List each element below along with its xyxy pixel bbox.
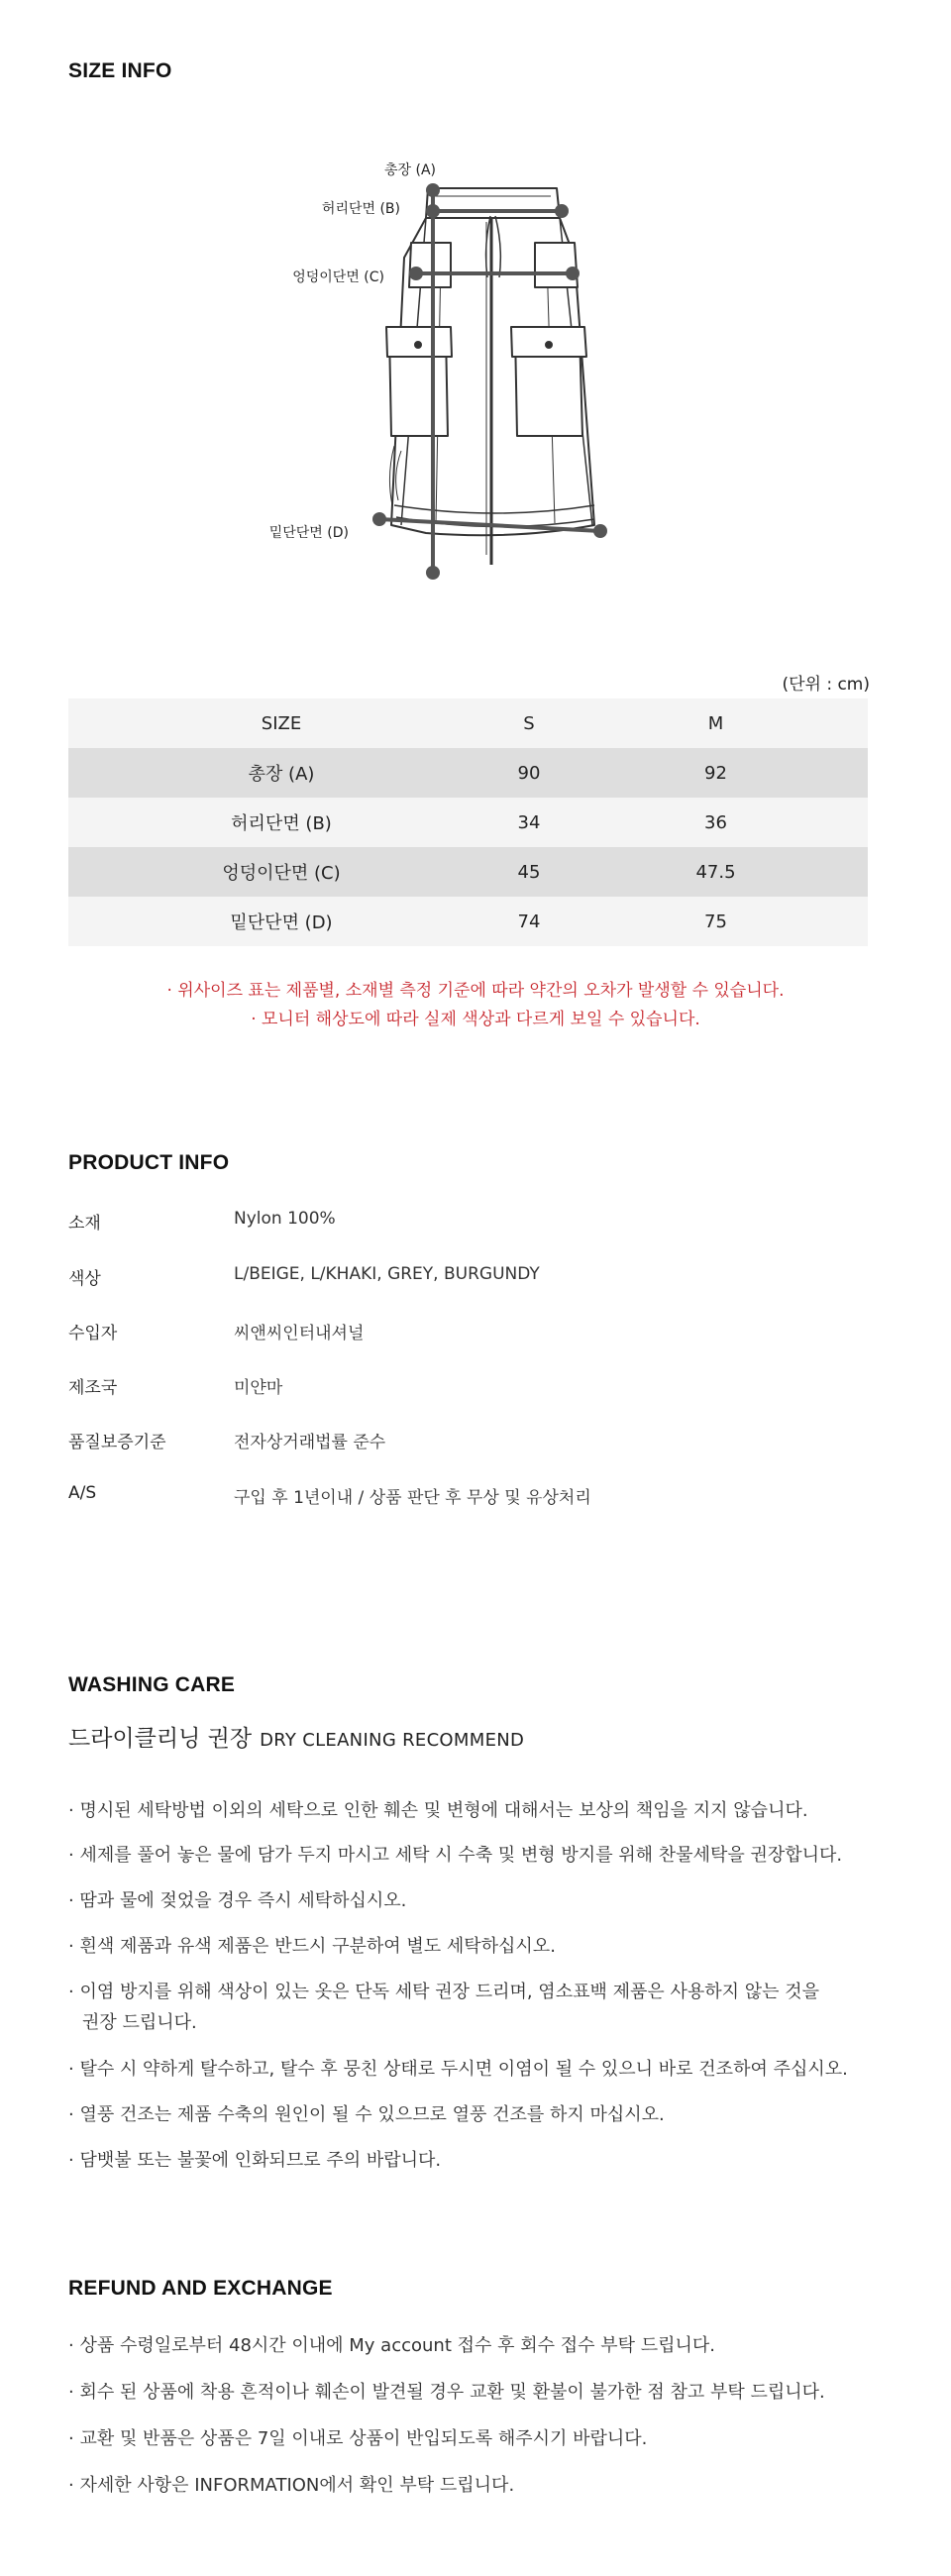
size-note-1: · 위사이즈 표는 제품별, 소재별 측정 기준에 따라 약간의 오차가 발생할 수 있습니다.	[166, 981, 785, 1001]
refund-item: · 교환 및 반품은 상품은 7일 이내로 상품이 반입되도록 해주시기 바랍니다.	[68, 2428, 648, 2449]
size-table	[68, 698, 868, 946]
cell-s: 45	[494, 847, 564, 897]
care-item: · 세제를 풀어 놓은 물에 담가 두지 마시고 세탁 시 수축 및 변형 방지를 위해 찬물세탁을 권장합니다.	[68, 1845, 843, 1866]
care-item: · 탈수 시 약하게 탈수하고, 탈수 후 뭉친 상태로 두시면 이염이 될 수 있으니 바로 건조하여 주십시오.	[68, 2059, 848, 2080]
care-item-continued: 권장 드립니다.	[82, 2012, 197, 2033]
info-value: 씨앤씨인터내셔널	[234, 1324, 365, 1343]
washing-care-title: WASHING CARE	[68, 1673, 236, 1696]
unit-label: (단위 : cm)	[782, 675, 870, 695]
info-key: 제조국	[68, 1378, 118, 1398]
subtitle-en: DRY CLEANING RECOMMEND	[260, 1730, 525, 1751]
care-item: · 이염 방지를 위해 색상이 있는 옷은 단독 세탁 권장 드리며, 염소표백 제품은 사용하지 않는 것을	[68, 1982, 820, 2002]
size-info-title: SIZE INFO	[68, 59, 172, 82]
cell-s: 90	[494, 748, 564, 798]
care-item: · 담뱃불 또는 불꽃에 인화되므로 주의 바랍니다.	[68, 2150, 442, 2171]
skirt-measurement-diagram	[0, 149, 951, 594]
refund-item: · 상품 수령일로부터 48시간 이내에 My account 접수 후 회수 접수 부탁 드립니다.	[68, 2335, 715, 2356]
info-key: 색상	[68, 1269, 101, 1289]
header-size: SIZE	[68, 698, 494, 748]
info-key: 소재	[68, 1214, 101, 1234]
info-key: 품질보증기준	[68, 1433, 166, 1452]
refund-item: · 회수 된 상품에 착용 흔적이나 훼손이 발견될 경우 교환 및 환불이 불가한 점 참고 부탁 드립니다.	[68, 2382, 825, 2403]
cell-m: 47.5	[564, 847, 868, 897]
row-label: 총장 (A)	[68, 748, 494, 798]
product-info-title: PRODUCT INFO	[68, 1151, 230, 1174]
diagram-label-d: 밑단단면 (D)	[268, 525, 349, 541]
size-note-2: · 모니터 해상도에 따라 실제 색상과 다르게 보일 수 있습니다.	[251, 1010, 700, 1029]
care-item: · 흰색 제품과 유색 제품은 반드시 구분하여 별도 세탁하십시오.	[68, 1936, 556, 1957]
table-row	[68, 847, 868, 897]
cell-m: 92	[564, 748, 868, 798]
info-value: 전자상거래법률 준수	[234, 1433, 386, 1452]
info-key: 수입자	[68, 1324, 118, 1343]
info-value: Nylon 100%	[234, 1209, 336, 1229]
info-value: 구입 후 1년이내 / 상품 판단 후 무상 및 유상처리	[234, 1488, 591, 1508]
cell-s: 74	[494, 897, 564, 946]
table-row	[68, 748, 868, 798]
diagram-label-c: 엉덩이단면 (C)	[292, 269, 384, 285]
info-key: A/S	[68, 1483, 97, 1503]
table-row	[68, 897, 868, 946]
care-item: · 땀과 물에 젖었을 경우 즉시 세탁하십시오.	[68, 1890, 407, 1911]
diagram-label-b: 허리단면 (B)	[321, 201, 400, 217]
refund-item: · 자세한 사항은 INFORMATION에서 확인 부탁 드립니다.	[68, 2475, 515, 2496]
refund-title: REFUND AND EXCHANGE	[68, 2277, 333, 2300]
cell-m: 75	[564, 897, 868, 946]
table-row	[68, 798, 868, 847]
cell-s: 34	[494, 798, 564, 847]
cell-m: 36	[564, 798, 868, 847]
cargo-skirt-illustration	[0, 149, 951, 594]
info-value: L/BEIGE, L/KHAKI, GREY, BURGUNDY	[234, 1264, 540, 1284]
subtitle-ko: 드라이클리닝 권장	[68, 1726, 253, 1752]
diagram-label-a: 총장 (A)	[384, 162, 436, 178]
care-item: · 명시된 세탁방법 이외의 세탁으로 인한 훼손 및 변형에 대해서는 보상의 책임을 지지 않습니다.	[68, 1800, 808, 1821]
info-value: 미얀마	[234, 1378, 283, 1398]
header-s: S	[494, 698, 564, 748]
care-item: · 열풍 건조는 제품 수축의 원인이 될 수 있으므로 열풍 건조를 하지 마십시오.	[68, 2104, 665, 2125]
washing-care-subtitle	[68, 1720, 524, 1753]
row-label: 허리단면 (B)	[68, 798, 494, 847]
size-table-header	[68, 698, 868, 748]
header-m: M	[564, 698, 868, 748]
row-label: 밑단단면 (D)	[68, 897, 494, 946]
row-label: 엉덩이단면 (C)	[68, 847, 494, 897]
